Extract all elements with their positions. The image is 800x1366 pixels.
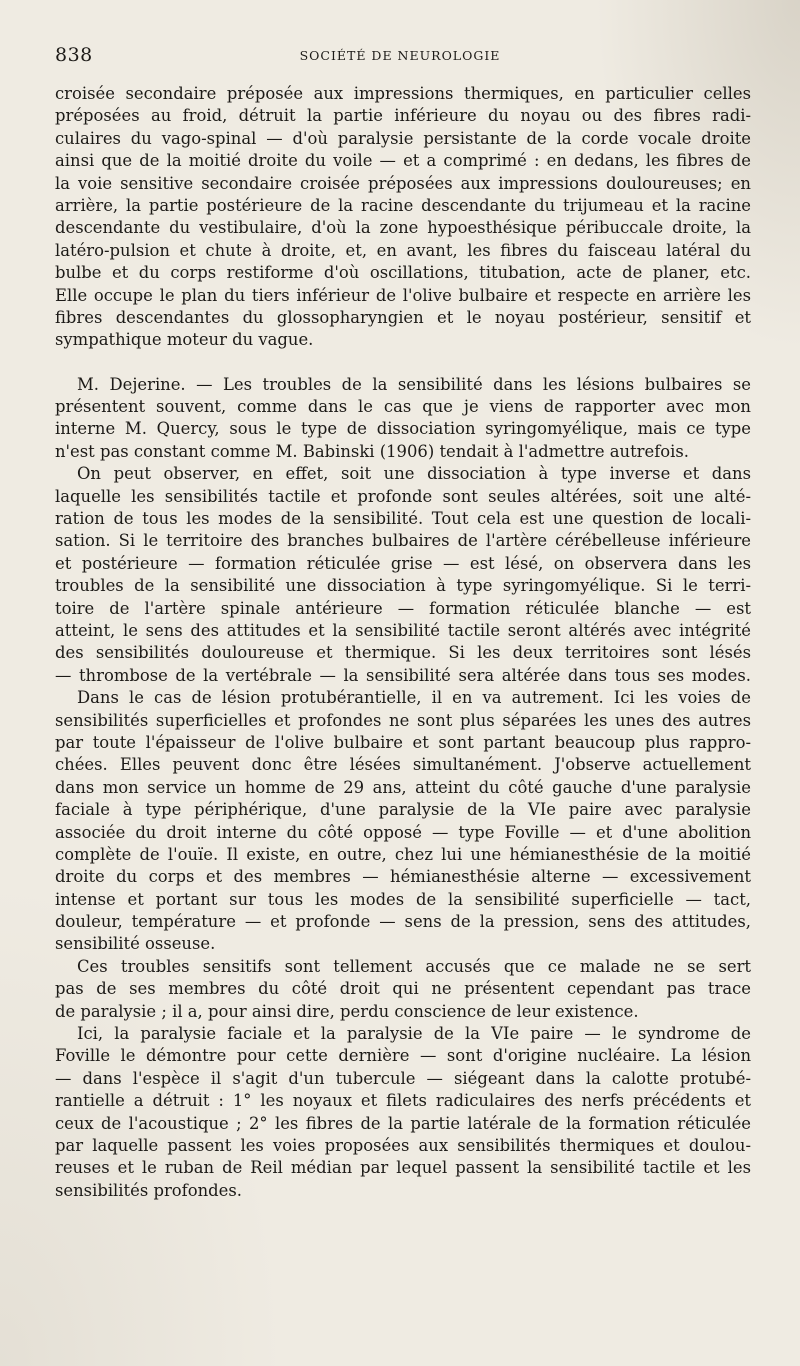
- page-number: 838: [55, 44, 93, 66]
- text-line: troubles de la sensibilité une dissociation à type syringomyélique. Si le terri-: [55, 576, 751, 596]
- text-line: des sensibilités douloureuse et thermique. Si les deux territoires sont lésés: [55, 643, 751, 663]
- text-line: Ici, la paralysie faciale et la paralysie de la VIe paire — le syndrome de: [77, 1024, 751, 1044]
- text-line: reuses et le ruban de Reil médian par lequel passent la sensibilité tactile et les: [55, 1158, 751, 1178]
- text-line: par toute l'épaisseur de l'olive bulbaire et sont partant beaucoup plus rappro-: [55, 732, 751, 752]
- text-line: croisée secondaire préposée aux impressions thermiques, en particulier celles: [55, 84, 751, 103]
- text-line: fibres descendantes du glossopharyngien et le noyau postérieur, sensitif et: [55, 307, 751, 327]
- text-line: culaires du vago-spinal — d'où paralysie persistante de la corde vocale droite: [55, 128, 751, 148]
- text-line: descendante du vestibulaire, d'où la zone hypoesthésique péribuccale droite, la: [55, 218, 751, 238]
- text-line: sympathique moteur du vague.: [55, 330, 314, 350]
- text-line: douleur, température — et profonde — sens de la pression, sens des attitudes,: [55, 912, 751, 932]
- text-line: rantielle a détruit : 1° les noyaux et filets radiculaires des nerfs précédents et: [55, 1091, 751, 1111]
- text-line: droite du corps et des membres — hémianesthésie alterne — excessivement: [55, 867, 751, 887]
- text-line: associée du droit interne du côté opposé — type Foville — et d'une abolition: [55, 822, 751, 842]
- text-line: On peut observer, en effet, soit une dissociation à type inverse et dans: [77, 464, 751, 484]
- text-line: par laquelle passent les voies proposées aux sensibilités thermiques et doulou-: [55, 1135, 751, 1155]
- text-line: Ces troubles sensitifs sont tellement accusés que ce malade ne se sert: [77, 956, 751, 976]
- text-line: pas de ses membres du côté droit qui ne présentent cependant pas trace: [55, 979, 751, 999]
- text-line: chées. Elles peuvent donc être lésées simultanément. J'observe actuellement: [55, 755, 751, 775]
- text-line: présentent souvent, comme dans le cas que je viens de rapporter avec mon: [55, 397, 751, 417]
- text-line: la voie sensitive secondaire croisée préposées aux impressions douloureuses; en: [55, 173, 751, 193]
- text-line: intense et portant sur tous les modes de la sensibilité superficielle — tact,: [55, 889, 751, 909]
- text-line: — dans l'espèce il s'agit d'un tubercule — siégeant dans la calotte protubé-: [55, 1068, 751, 1088]
- text-line: faciale à type périphérique, d'une paralysie de la VIe paire avec paralysie: [55, 800, 751, 820]
- text-line: complète de l'ouïe. Il existe, en outre, chez lui une hémianesthésie de la moitié: [55, 844, 751, 864]
- text-line: latéro-pulsion et chute à droite, et, en avant, les fibres du faisceau latéral du: [55, 240, 751, 260]
- text-line: de paralysie ; il a, pour ainsi dire, perdu conscience de leur existence.: [55, 1001, 639, 1021]
- text-line: M. Dejerine. — Les troubles de la sensibilité dans les lésions bulbaires se: [77, 374, 751, 394]
- text-line: Elle occupe le plan du tiers inférieur de l'olive bulbaire et respecte en arrière les: [55, 285, 751, 305]
- text-line: laquelle les sensibilités tactile et profonde sont seules altérées, soit une alté-: [55, 486, 751, 506]
- text-line: n'est pas constant comme M. Babinski (1906) tendait à l'admettre autrefois.: [55, 441, 689, 461]
- text-line: sensibilités superficielles et profondes ne sont plus séparées les unes des autres: [55, 710, 751, 730]
- text-line: ration de tous les modes de la sensibilité. Tout cela est une question de locali-: [55, 509, 751, 529]
- text-line: Foville le démontre pour cette dernière — sont d'origine nucléaire. La lésion: [55, 1046, 751, 1066]
- text-line: ceux de l'acoustique ; 2° les fibres de la partie latérale de la formation réticulée: [55, 1113, 751, 1133]
- text-line: préposées au froid, détruit la partie inférieure du noyau ou des fibres radi-: [55, 106, 751, 126]
- text-line: toire de l'artère spinale antérieure — formation réticulée blanche — est: [55, 598, 751, 618]
- text-line: atteint, le sens des attitudes et la sensibilité tactile seront altérés avec intégrité: [55, 620, 751, 640]
- paragraph-gap: [55, 352, 751, 374]
- text-line: sensibilité osseuse.: [55, 934, 216, 954]
- text-line: sation. Si le territoire des branches bulbaires de l'artère cérébelleuse inférieure: [55, 531, 751, 551]
- page-header: [55, 44, 745, 68]
- text-line: sensibilités profondes.: [55, 1180, 242, 1200]
- text-line: — thrombose de la vertébrale — la sensibilité sera altérée dans tous ses modes.: [55, 665, 751, 685]
- text-line: ainsi que de la moitié droite du voile — et a comprimé : en dedans, les fibres de: [55, 151, 751, 171]
- text-line: dans mon service un homme de 29 ans, atteint du côté gauche d'une paralysie: [55, 777, 751, 797]
- text-line: interne M. Quercy, sous le type de dissociation syringomyélique, mais ce type: [55, 419, 751, 439]
- body-text: [55, 83, 751, 1202]
- text-line: bulbe et du corps restiforme d'où oscillations, titubation, acte de planer, etc.: [55, 263, 751, 283]
- running-head: SOCIÉTÉ DE NEUROLOGIE: [299, 48, 501, 63]
- text-line: Dans le cas de lésion protubérantielle, il en va autrement. Ici les voies de: [77, 688, 751, 708]
- text-line: et postérieure — formation réticulée grise — est lésé, on observera dans les: [55, 553, 751, 573]
- text-line: arrière, la partie postérieure de la racine descendante du trijumeau et la racine: [55, 195, 751, 215]
